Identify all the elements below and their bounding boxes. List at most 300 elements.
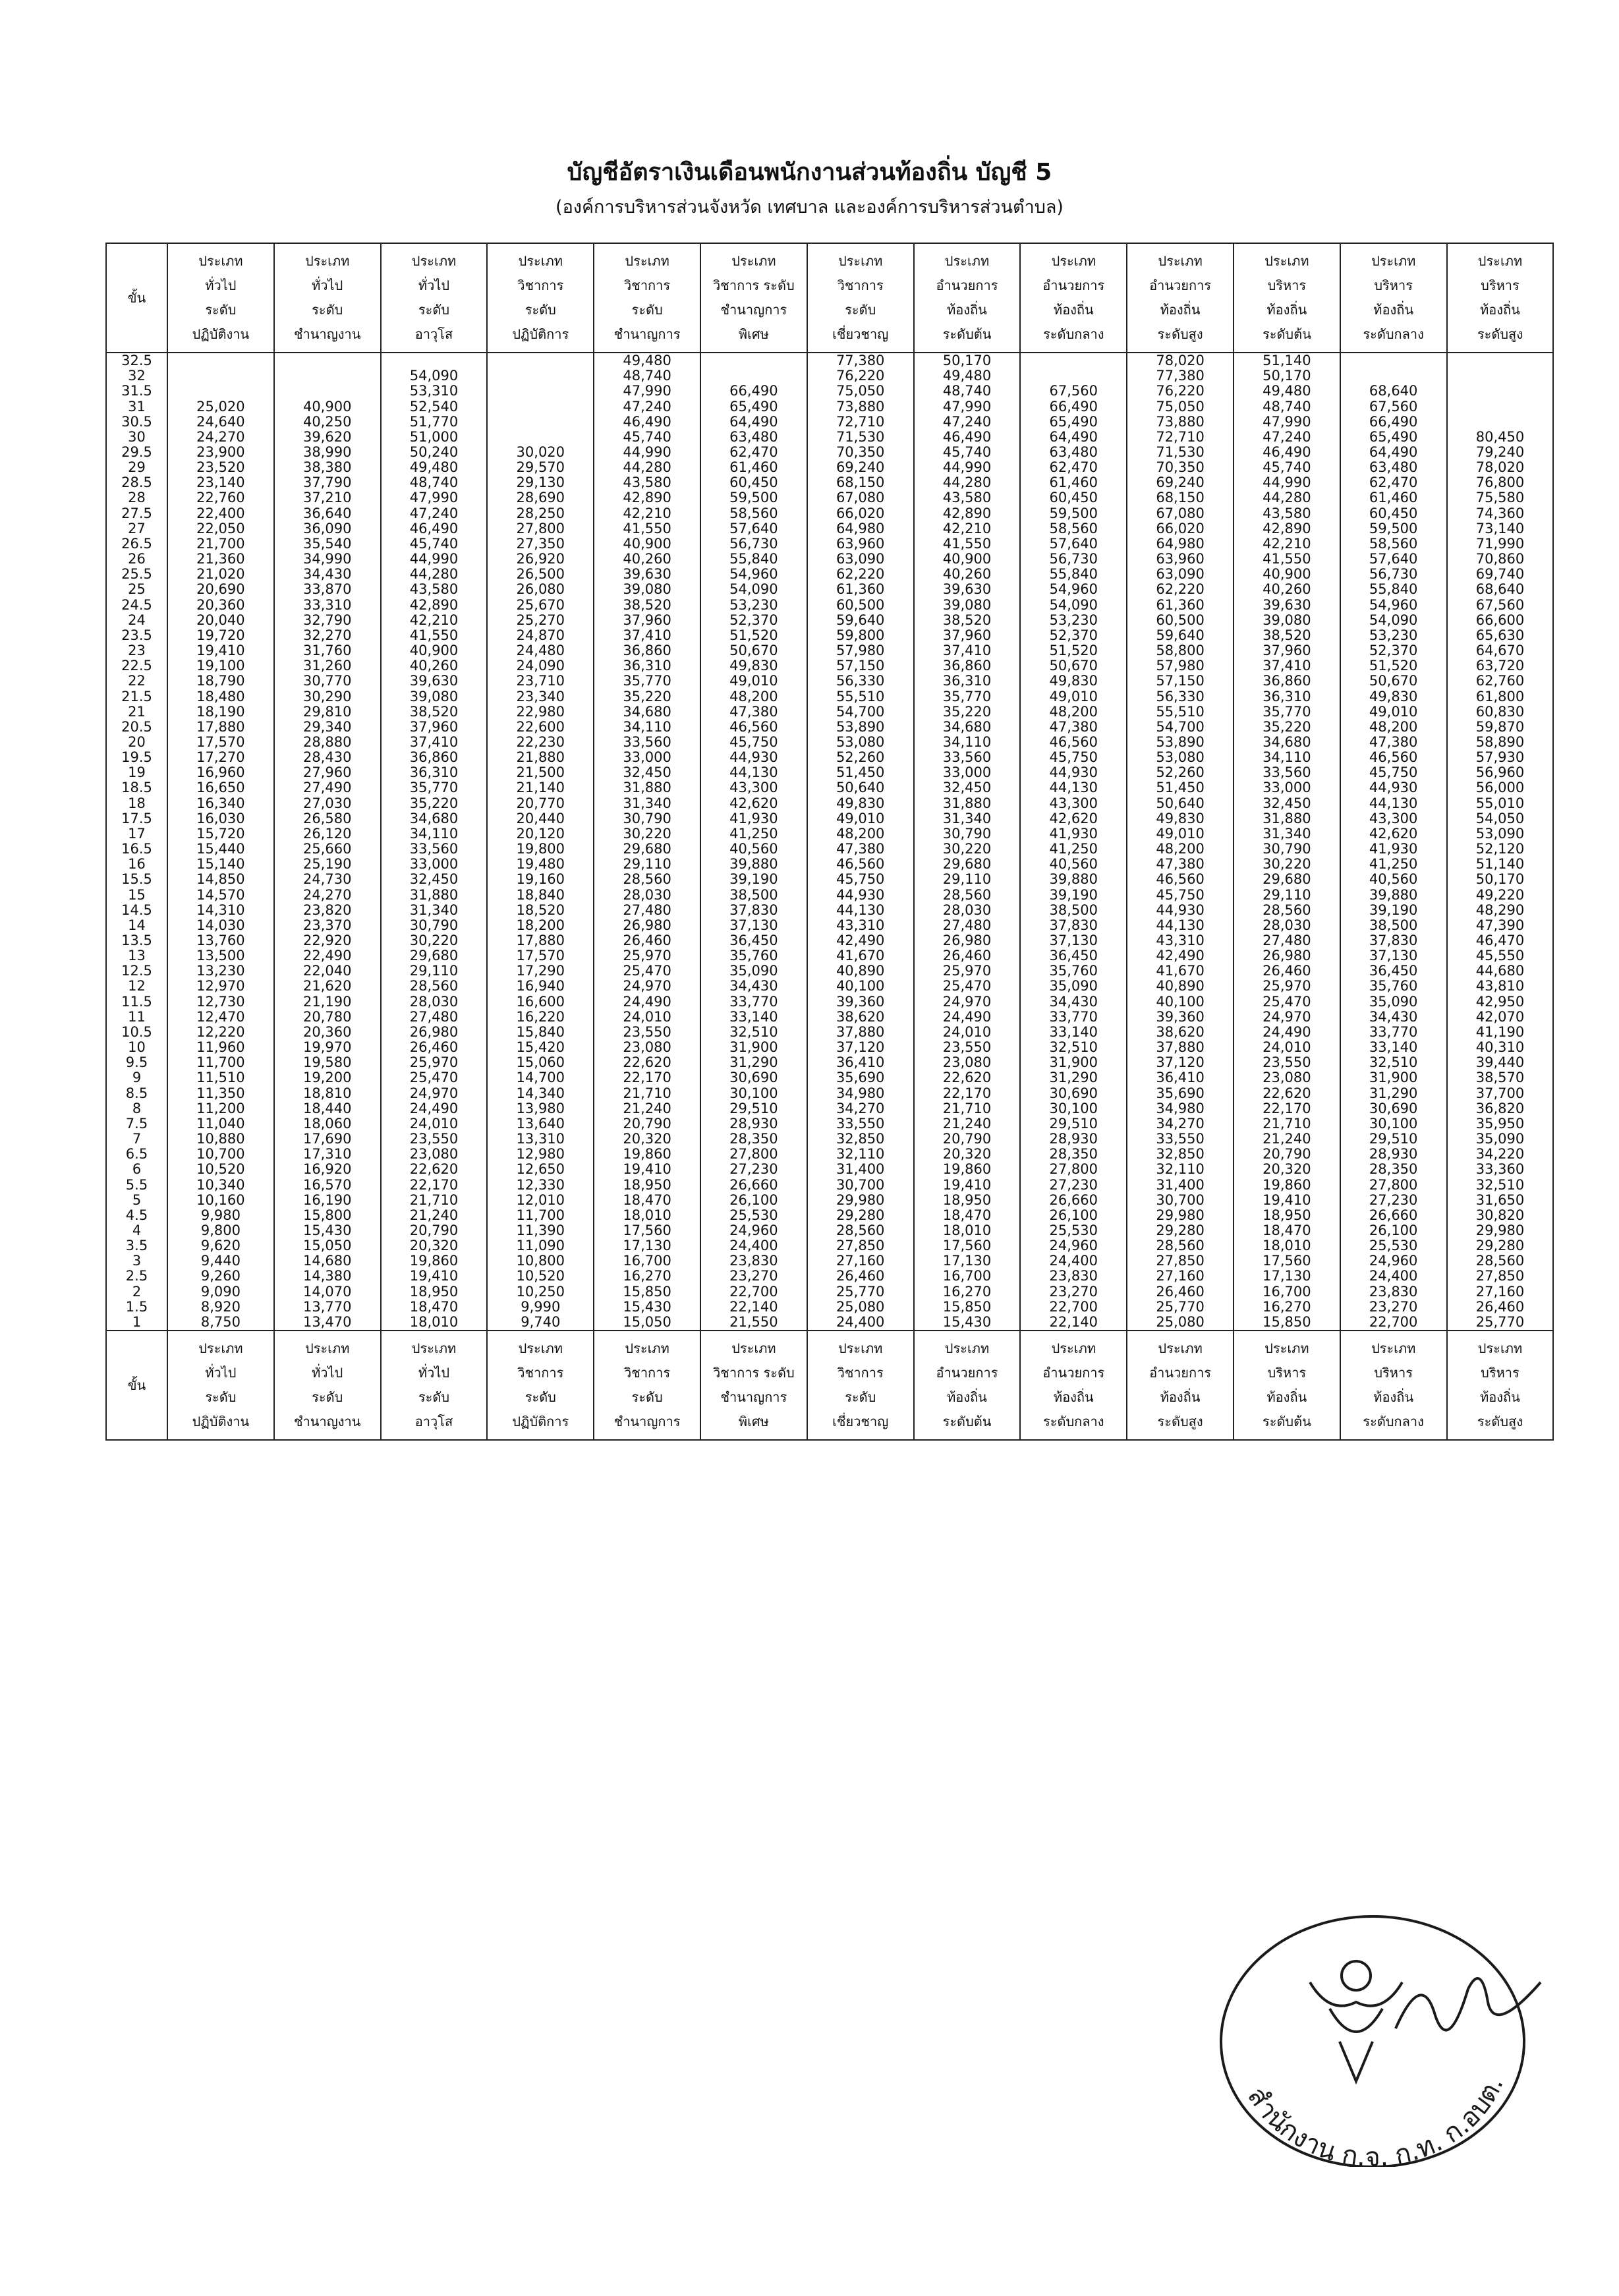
- table-body: [106, 353, 1553, 1331]
- salary-cell: 20,770: [487, 796, 594, 811]
- salary-cell: 23,270: [1340, 1300, 1447, 1315]
- step-cell: 13: [106, 948, 167, 963]
- salary-cell: 32,110: [1127, 1162, 1234, 1177]
- step-cell: 17.5: [106, 811, 167, 826]
- salary-cell: 28,250: [487, 506, 594, 521]
- column-header-line: ท้องถิ่น: [1266, 302, 1307, 318]
- salary-cell: 25,530: [700, 1208, 807, 1223]
- top-column-header: [274, 243, 381, 353]
- salary-cell: 16,700: [1234, 1284, 1340, 1300]
- salary-cell: 67,080: [807, 490, 914, 505]
- salary-cell: 38,990: [274, 445, 381, 460]
- salary-cell: 39,190: [700, 872, 807, 887]
- salary-cell: 37,880: [807, 1025, 914, 1040]
- salary-cell: 27,850: [807, 1238, 914, 1253]
- column-header-line: ประเภท: [518, 253, 563, 269]
- step-cell: 15: [106, 887, 167, 902]
- salary-cell: 11,200: [167, 1101, 274, 1116]
- step-cell: 19: [106, 765, 167, 780]
- table-row: [106, 1162, 1553, 1177]
- salary-cell: 13,980: [487, 1101, 594, 1116]
- salary-cell: 24,730: [274, 872, 381, 887]
- salary-cell: 24,960: [1020, 1238, 1127, 1253]
- salary-cell: 13,640: [487, 1116, 594, 1132]
- salary-cell: 35,220: [914, 704, 1021, 720]
- salary-cell: 22,140: [1020, 1315, 1127, 1331]
- salary-cell: 42,210: [594, 506, 700, 521]
- salary-cell: 63,720: [1447, 658, 1554, 674]
- column-header-line: ชำนาญการ: [613, 1414, 681, 1429]
- salary-cell: 50,670: [1340, 674, 1447, 689]
- salary-cell: 49,010: [807, 811, 914, 826]
- salary-cell: 77,380: [1127, 368, 1234, 384]
- table-row: [106, 963, 1553, 979]
- salary-cell: 44,280: [1234, 490, 1340, 505]
- salary-cell: 47,380: [807, 842, 914, 857]
- salary-cell: 28,930: [700, 1116, 807, 1132]
- salary-cell: 22,170: [381, 1177, 488, 1192]
- column-header-line: อำนวยการ: [936, 1365, 998, 1381]
- salary-cell: 37,790: [274, 475, 381, 490]
- step-cell: 5: [106, 1193, 167, 1208]
- column-header-line: ประเภท: [838, 1340, 883, 1356]
- salary-cell: 29,810: [274, 704, 381, 720]
- salary-cell: 22,490: [274, 948, 381, 963]
- salary-cell: 15,430: [274, 1223, 381, 1238]
- salary-cell: 37,410: [914, 643, 1021, 658]
- salary-cell: 51,520: [1340, 658, 1447, 674]
- salary-cell: 27,800: [1340, 1177, 1447, 1192]
- salary-cell: 64,670: [1447, 643, 1554, 658]
- salary-cell: 22,760: [167, 490, 274, 505]
- salary-cell: 14,340: [487, 1086, 594, 1101]
- column-header-line: ประเภท: [1158, 253, 1203, 269]
- salary-cell: 32,510: [1020, 1040, 1127, 1055]
- salary-cell: [167, 368, 274, 384]
- salary-cell: 12,330: [487, 1177, 594, 1192]
- salary-cell: 42,210: [1234, 536, 1340, 552]
- salary-cell: 30,690: [700, 1070, 807, 1085]
- salary-cell: 24,870: [487, 628, 594, 643]
- salary-cell: 24,270: [167, 430, 274, 445]
- salary-cell: 12,650: [487, 1162, 594, 1177]
- salary-cell: 23,080: [594, 1040, 700, 1055]
- salary-cell: 18,520: [487, 903, 594, 918]
- column-header-line: ระดับ: [845, 1389, 876, 1405]
- salary-cell: 49,480: [914, 368, 1021, 384]
- salary-cell: 40,560: [1340, 872, 1447, 887]
- column-header-line: ระดับ: [525, 302, 556, 318]
- salary-cell: 47,240: [381, 506, 488, 521]
- salary-cell: 36,410: [1127, 1070, 1234, 1085]
- salary-cell: 31,880: [1234, 811, 1340, 826]
- salary-cell: 35,090: [700, 963, 807, 979]
- salary-cell: 71,530: [1127, 445, 1234, 460]
- salary-cell: 62,220: [1127, 582, 1234, 597]
- table-row: [106, 490, 1553, 505]
- salary-cell: [274, 353, 381, 368]
- step-cell: 15.5: [106, 872, 167, 887]
- salary-cell: 15,430: [914, 1315, 1021, 1331]
- salary-cell: 17,570: [167, 735, 274, 750]
- salary-cell: 17,130: [594, 1238, 700, 1253]
- salary-cell: 38,520: [914, 613, 1021, 628]
- salary-cell: 27,480: [594, 903, 700, 918]
- salary-cell: 27,850: [1447, 1269, 1554, 1284]
- salary-cell: 43,580: [914, 490, 1021, 505]
- salary-cell: 41,550: [914, 536, 1021, 552]
- table-row: [106, 796, 1553, 811]
- salary-cell: 20,440: [487, 811, 594, 826]
- column-header-line: ชำนาญการ: [720, 302, 787, 318]
- salary-cell: 12,730: [167, 994, 274, 1010]
- salary-cell: 50,170: [1234, 368, 1340, 384]
- salary-cell: 39,630: [594, 567, 700, 582]
- salary-cell: [381, 353, 488, 368]
- salary-cell: 66,490: [1340, 415, 1447, 430]
- salary-cell: 26,460: [807, 1269, 914, 1284]
- salary-cell: 63,090: [1127, 567, 1234, 582]
- salary-cell: 52,370: [700, 613, 807, 628]
- salary-cell: 66,020: [807, 506, 914, 521]
- salary-cell: 35,690: [807, 1070, 914, 1085]
- salary-cell: 21,240: [914, 1116, 1021, 1132]
- salary-cell: 37,880: [1127, 1040, 1234, 1055]
- salary-cell: 45,550: [1447, 948, 1554, 963]
- salary-cell: 15,420: [487, 1040, 594, 1055]
- salary-cell: 40,560: [700, 842, 807, 857]
- column-header-line: อำนวยการ: [1042, 1365, 1105, 1381]
- salary-cell: 28,430: [274, 750, 381, 765]
- salary-cell: 41,250: [1020, 842, 1127, 857]
- salary-cell: 30,220: [1234, 857, 1340, 872]
- salary-cell: 26,120: [274, 826, 381, 842]
- column-header-line: พิเศษ: [738, 326, 769, 342]
- bottom-column-header: [274, 1331, 381, 1440]
- salary-cell: 22,700: [1020, 1300, 1127, 1315]
- salary-cell: 28,690: [487, 490, 594, 505]
- footer-row: [106, 1331, 1553, 1440]
- salary-cell: [1447, 353, 1554, 368]
- salary-cell: 18,470: [1234, 1223, 1340, 1238]
- salary-cell: 22,620: [594, 1055, 700, 1070]
- salary-cell: 21,550: [700, 1315, 807, 1331]
- salary-cell: 50,640: [807, 780, 914, 795]
- salary-table: [105, 243, 1554, 1441]
- salary-cell: 15,850: [594, 1284, 700, 1300]
- garuda-emblem: [1310, 1961, 1402, 2081]
- salary-cell: 34,680: [381, 811, 488, 826]
- salary-cell: 10,520: [167, 1162, 274, 1177]
- salary-cell: 46,560: [1127, 872, 1234, 887]
- top-column-header: [1020, 243, 1127, 353]
- salary-cell: 22,620: [914, 1070, 1021, 1085]
- salary-cell: 25,080: [807, 1300, 914, 1315]
- step-cell: 8.5: [106, 1086, 167, 1101]
- step-cell: 24: [106, 613, 167, 628]
- salary-cell: 23,270: [700, 1269, 807, 1284]
- salary-cell: [1340, 368, 1447, 384]
- salary-cell: 39,630: [914, 582, 1021, 597]
- salary-cell: 34,110: [381, 826, 488, 842]
- salary-cell: 40,560: [1020, 857, 1127, 872]
- salary-cell: 60,450: [1020, 490, 1127, 505]
- salary-cell: 35,090: [1447, 1132, 1554, 1147]
- salary-cell: 18,790: [167, 674, 274, 689]
- table-row: [106, 1223, 1553, 1238]
- salary-cell: 40,100: [807, 979, 914, 994]
- step-cell: 12: [106, 979, 167, 994]
- salary-cell: 31,760: [274, 643, 381, 658]
- column-header-line: ประเภท: [1477, 1340, 1523, 1356]
- salary-cell: 63,480: [1020, 445, 1127, 460]
- salary-cell: 34,980: [1127, 1101, 1234, 1116]
- salary-cell: 38,520: [381, 704, 488, 720]
- salary-cell: 35,540: [274, 536, 381, 552]
- salary-cell: 40,900: [381, 643, 488, 658]
- salary-cell: 36,450: [1020, 948, 1127, 963]
- salary-cell: 18,480: [167, 689, 274, 704]
- table-row: [106, 1116, 1553, 1132]
- table-row: [106, 674, 1553, 689]
- table-row: [106, 567, 1553, 582]
- salary-cell: 30,820: [1447, 1208, 1554, 1223]
- bottom-column-header: [487, 1331, 594, 1440]
- salary-cell: 29,570: [487, 460, 594, 475]
- step-cell: 4: [106, 1223, 167, 1238]
- salary-cell: 30,770: [274, 674, 381, 689]
- salary-cell: 37,130: [1020, 933, 1127, 948]
- bottom-column-header: [167, 1331, 274, 1440]
- column-header-line: ประเภท: [198, 1340, 243, 1356]
- step-cell: 25.5: [106, 567, 167, 582]
- salary-cell: 13,470: [274, 1315, 381, 1331]
- column-header-line: เชี่ยวชาญ: [832, 326, 889, 342]
- salary-cell: 8,750: [167, 1315, 274, 1331]
- salary-cell: [487, 415, 594, 430]
- top-column-header: [167, 243, 274, 353]
- salary-cell: 36,860: [1234, 674, 1340, 689]
- salary-cell: 19,860: [1234, 1177, 1340, 1192]
- salary-cell: 49,220: [1447, 887, 1554, 902]
- column-header-line: ระดับสูง: [1157, 1414, 1203, 1429]
- salary-cell: 42,620: [700, 796, 807, 811]
- column-header-line: ทั่วไป: [205, 1365, 237, 1381]
- salary-cell: 51,450: [1127, 780, 1234, 795]
- table-row: [106, 1086, 1553, 1101]
- salary-cell: 38,380: [274, 460, 381, 475]
- salary-cell: 18,840: [487, 887, 594, 902]
- salary-cell: 24,400: [1020, 1253, 1127, 1269]
- salary-cell: 70,350: [807, 445, 914, 460]
- salary-cell: 16,570: [274, 1177, 381, 1192]
- salary-cell: 29,510: [700, 1101, 807, 1116]
- salary-cell: 39,880: [1340, 887, 1447, 902]
- salary-cell: 40,900: [594, 536, 700, 552]
- column-header-line: วิชาการ: [837, 277, 884, 293]
- page-subtitle: (องค์การบริหารส่วนจังหวัด เทศบาล และองค์การบริหารส่วนตำบล): [555, 197, 1064, 217]
- salary-cell: 27,800: [1020, 1162, 1127, 1177]
- salary-cell: 26,460: [381, 1040, 488, 1055]
- salary-cell: 20,040: [167, 613, 274, 628]
- salary-cell: 16,920: [274, 1162, 381, 1177]
- salary-cell: 36,410: [807, 1055, 914, 1070]
- salary-cell: 19,720: [167, 628, 274, 643]
- salary-cell: 72,710: [1127, 430, 1234, 445]
- salary-cell: 44,130: [700, 765, 807, 780]
- column-header-line: ประเภท: [1158, 1340, 1203, 1356]
- salary-cell: 31,340: [594, 796, 700, 811]
- salary-cell: 36,860: [914, 658, 1021, 674]
- salary-cell: 9,440: [167, 1253, 274, 1269]
- salary-cell: 66,020: [1127, 521, 1234, 536]
- salary-cell: 35,770: [594, 674, 700, 689]
- salary-cell: 44,280: [594, 460, 700, 475]
- salary-cell: 36,450: [1340, 963, 1447, 979]
- table-row: [106, 1101, 1553, 1116]
- salary-cell: 47,240: [1234, 430, 1340, 445]
- salary-cell: 17,130: [1234, 1269, 1340, 1284]
- table-row: [106, 903, 1553, 918]
- table-row: [106, 536, 1553, 552]
- step-cell: 12.5: [106, 963, 167, 979]
- salary-cell: 63,960: [807, 536, 914, 552]
- column-header-line: บริหาร: [1481, 277, 1520, 293]
- salary-cell: 28,560: [381, 979, 488, 994]
- salary-cell: 30,790: [381, 918, 488, 933]
- salary-cell: 29,110: [914, 872, 1021, 887]
- salary-cell: 27,030: [274, 796, 381, 811]
- salary-cell: 15,430: [594, 1300, 700, 1315]
- salary-cell: 35,220: [381, 796, 488, 811]
- salary-cell: 54,960: [1340, 598, 1447, 613]
- salary-cell: 51,140: [1234, 353, 1340, 368]
- salary-cell: 62,470: [1340, 475, 1447, 490]
- salary-cell: 28,030: [914, 903, 1021, 918]
- salary-cell: 25,660: [274, 842, 381, 857]
- column-header-line: ท้องถิ่น: [1373, 302, 1414, 318]
- step-cell: 23.5: [106, 628, 167, 643]
- salary-cell: 20,690: [167, 582, 274, 597]
- salary-cell: 43,580: [594, 475, 700, 490]
- salary-cell: 35,770: [1234, 704, 1340, 720]
- step-cell: 22.5: [106, 658, 167, 674]
- step-cell: 2: [106, 1284, 167, 1300]
- salary-cell: 59,500: [1020, 506, 1127, 521]
- salary-cell: 23,080: [1234, 1070, 1340, 1085]
- salary-cell: 49,480: [1234, 384, 1340, 399]
- salary-cell: 47,390: [1447, 918, 1554, 933]
- salary-cell: 29,680: [1234, 872, 1340, 887]
- salary-cell: 19,860: [914, 1162, 1021, 1177]
- top-column-header: [700, 243, 807, 353]
- table-row: [106, 842, 1553, 857]
- salary-cell: 40,890: [1127, 979, 1234, 994]
- salary-cell: 39,880: [1020, 872, 1127, 887]
- salary-cell: 55,840: [700, 552, 807, 567]
- salary-cell: 59,640: [1127, 628, 1234, 643]
- salary-cell: 14,310: [167, 903, 274, 918]
- salary-cell: 34,110: [914, 735, 1021, 750]
- table-row: [106, 857, 1553, 872]
- salary-cell: 16,650: [167, 780, 274, 795]
- salary-cell: 23,080: [914, 1055, 1021, 1070]
- salary-cell: 28,560: [1234, 903, 1340, 918]
- salary-cell: 24,010: [381, 1116, 488, 1132]
- salary-cell: 29,680: [381, 948, 488, 963]
- salary-cell: 33,000: [1234, 780, 1340, 795]
- column-header-line: ประเภท: [731, 1340, 776, 1356]
- salary-cell: 46,560: [1020, 735, 1127, 750]
- step-cell: 4.5: [106, 1208, 167, 1223]
- salary-cell: 47,380: [700, 704, 807, 720]
- salary-cell: 46,490: [1234, 445, 1340, 460]
- salary-cell: 35,760: [1340, 979, 1447, 994]
- salary-cell: 76,220: [1127, 384, 1234, 399]
- salary-cell: 20,360: [274, 1025, 381, 1040]
- salary-cell: 61,360: [1127, 598, 1234, 613]
- salary-cell: 24,490: [381, 1101, 488, 1116]
- column-header-line: ประเภท: [731, 253, 776, 269]
- step-cell: 9: [106, 1070, 167, 1085]
- salary-cell: 21,360: [167, 552, 274, 567]
- salary-cell: 23,370: [274, 918, 381, 933]
- column-header-line: ประเภท: [944, 253, 990, 269]
- salary-cell: 20,790: [914, 1132, 1021, 1147]
- column-header-line: ประเภท: [1051, 253, 1096, 269]
- column-header-line: ระดับ: [418, 1389, 450, 1405]
- salary-cell: 33,770: [1340, 1025, 1447, 1040]
- salary-cell: 19,160: [487, 872, 594, 887]
- table-row: [106, 1070, 1553, 1085]
- salary-cell: 35,090: [1020, 979, 1127, 994]
- salary-cell: 25,020: [167, 399, 274, 414]
- salary-cell: 20,320: [914, 1147, 1021, 1162]
- column-header-line: อำนวยการ: [1042, 277, 1105, 293]
- bottom-column-header: [594, 1331, 700, 1440]
- column-header-line: ประเภท: [944, 1340, 990, 1356]
- salary-cell: 43,580: [381, 582, 488, 597]
- salary-cell: 37,410: [1234, 658, 1340, 674]
- column-header-line: ชำนาญการ: [613, 326, 681, 342]
- salary-cell: 41,550: [594, 521, 700, 536]
- salary-cell: 49,830: [1127, 811, 1234, 826]
- header-row: [106, 243, 1553, 353]
- salary-cell: 25,470: [594, 963, 700, 979]
- salary-cell: 44,990: [381, 552, 488, 567]
- step-cell: 1.5: [106, 1300, 167, 1315]
- column-header-line: ท้องถิ่น: [1160, 302, 1201, 318]
- salary-cell: 30,100: [1020, 1101, 1127, 1116]
- salary-cell: 57,980: [1127, 658, 1234, 674]
- salary-cell: 25,080: [1127, 1315, 1234, 1331]
- salary-cell: 18,010: [381, 1315, 488, 1331]
- column-header-line: ท้องถิ่น: [947, 1389, 987, 1405]
- step-cell: 18: [106, 796, 167, 811]
- salary-cell: 14,070: [274, 1284, 381, 1300]
- salary-cell: 62,760: [1447, 674, 1554, 689]
- salary-cell: 57,150: [807, 658, 914, 674]
- salary-cell: 18,810: [274, 1086, 381, 1101]
- salary-cell: 33,360: [1447, 1162, 1554, 1177]
- salary-cell: 44,680: [1447, 963, 1554, 979]
- salary-cell: 65,490: [1340, 430, 1447, 445]
- salary-cell: 31,880: [381, 887, 488, 902]
- salary-cell: [1020, 353, 1127, 368]
- salary-cell: 67,560: [1020, 384, 1127, 399]
- salary-cell: 37,830: [1340, 933, 1447, 948]
- salary-cell: 9,980: [167, 1208, 274, 1223]
